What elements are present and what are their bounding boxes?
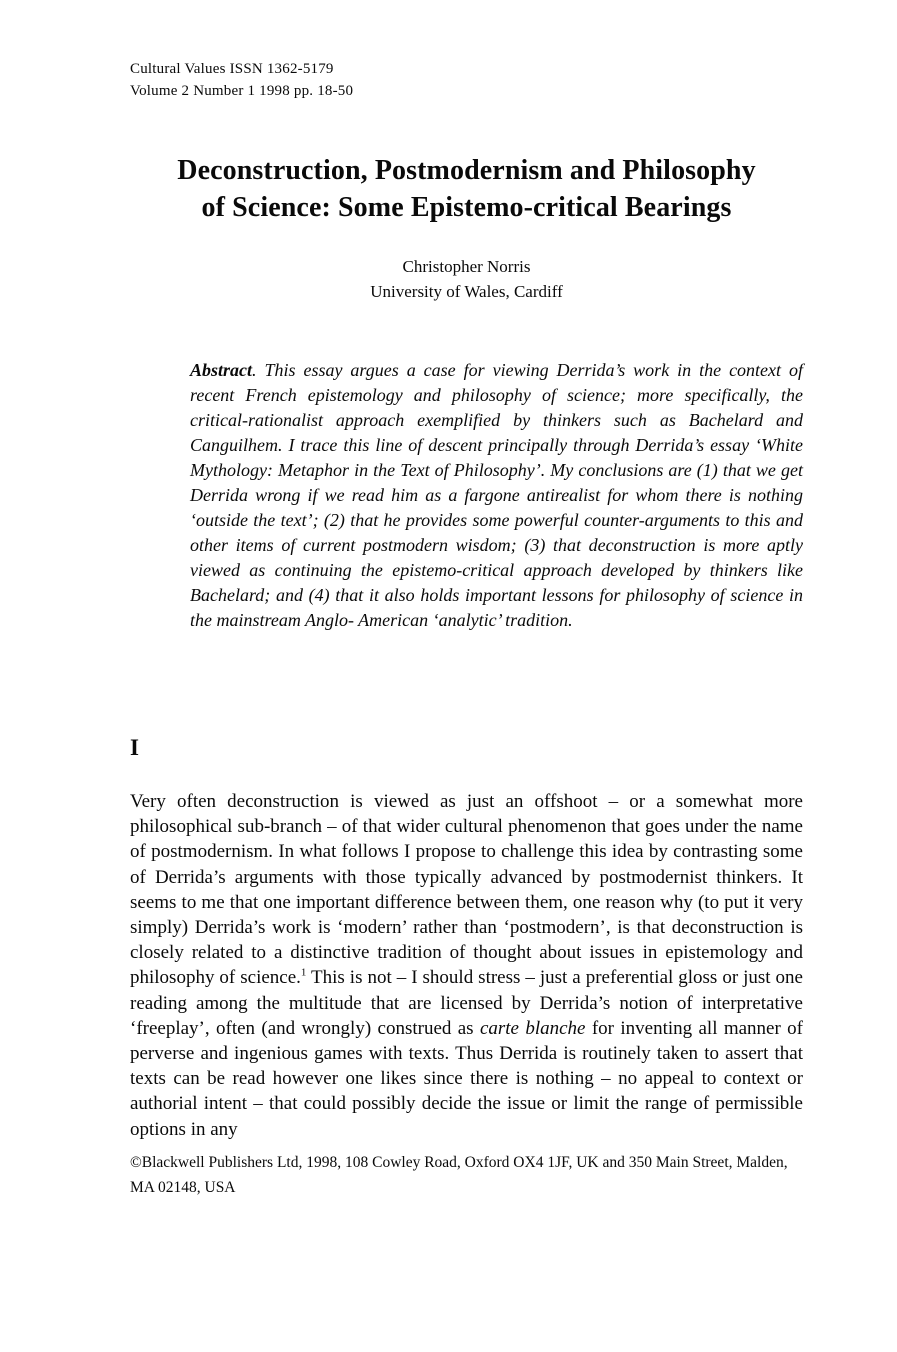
byline (130, 254, 803, 304)
body-paragraph (130, 789, 803, 1142)
journal-info (130, 58, 803, 102)
paper-title (130, 152, 803, 226)
section-heading: I (130, 735, 139, 760)
abstract-text: . This essay argues a case for viewing Derrida’s work in the context of recent French epistemology and philosophy of science; more specifically, the critical-rationalist approach exemplified by thinkers such as Bachelard and Canguilhem. I trace this line of descent principally through Derrida’s essay ‘White Mythology: Metaphor in the Text of Philosophy’. My conclusions are (1) that we get Derrida wrong if we read him as a fargone antirealist for whom there is nothing ‘outside the text’; (2) that he provides some powerful counter-arguments to this and other items of current postmodern wisdom; (3) that deconstruction is more aptly viewed as continuing the epistemo-critical approach developed by thinkers like Bachelard; and (4) that it also holds important lessons for philosophy of science in the mainstream Anglo- American ‘analytic’ tradition. (190, 360, 803, 630)
author-name: Christopher Norris (402, 257, 531, 276)
body-text-segment-3: for inventing all manner of perverse and ingenious games with texts. Thus Derrida is routinely taken to assert that texts can be read however one likes since there is nothing – no appeal to context or authorial intent – that could possibly decide the issue or limit the range of permissible options in any (130, 1017, 803, 1140)
italic-phrase: carte blanche (479, 1017, 586, 1039)
copyright-notice: ©Blackwell Publishers Ltd, 1998, 108 Cowley Road, Oxford OX4 1JF, UK and 350 Main Street, Malden, MA 02148, USA (130, 1153, 788, 1196)
body-text-segment-2: This is not – I should stress – just a preferential gloss or just one reading among the multitude that are licensed by Derrida’s notion of interpretative ‘freeplay’, often (and wrongly) construed as (130, 967, 803, 1039)
abstract-paragraph (190, 358, 803, 633)
paper-title-line2: of Science: Some Epistemo-critical Bearings (201, 192, 732, 223)
abstract-label: Abstract (190, 360, 253, 380)
paper-title-line1: Deconstruction, Postmodernism and Philosophy (177, 155, 756, 186)
footnote-marker: 1 (300, 967, 307, 980)
body-text-segment-1: Very often deconstruction is viewed as just an offshoot – or a somewhat more philosophical sub-branch – of that wider cultural phenomenon that goes under the name of postmodernism. In what follows I propose to challenge this idea by contrasting some of Derrida’s arguments with those typically advanced by postmodernist thinkers. It seems to me that one important difference between them, one reason why (to put it very simply) Derrida’s work is ‘modern’ rather than ‘postmodern’, is that deconstruction is closely related to a distinctive tradition of thought about issues in epistemology and philosophy of science. (130, 791, 803, 989)
journal-info-line1: Cultural Values ISSN 1362-5179 (130, 61, 334, 77)
author-affiliation: University of Wales, Cardiff (370, 282, 563, 301)
journal-info-line2: Volume 2 Number 1 1998 pp. 18-50 (130, 83, 354, 99)
page-footer (130, 1150, 803, 1200)
